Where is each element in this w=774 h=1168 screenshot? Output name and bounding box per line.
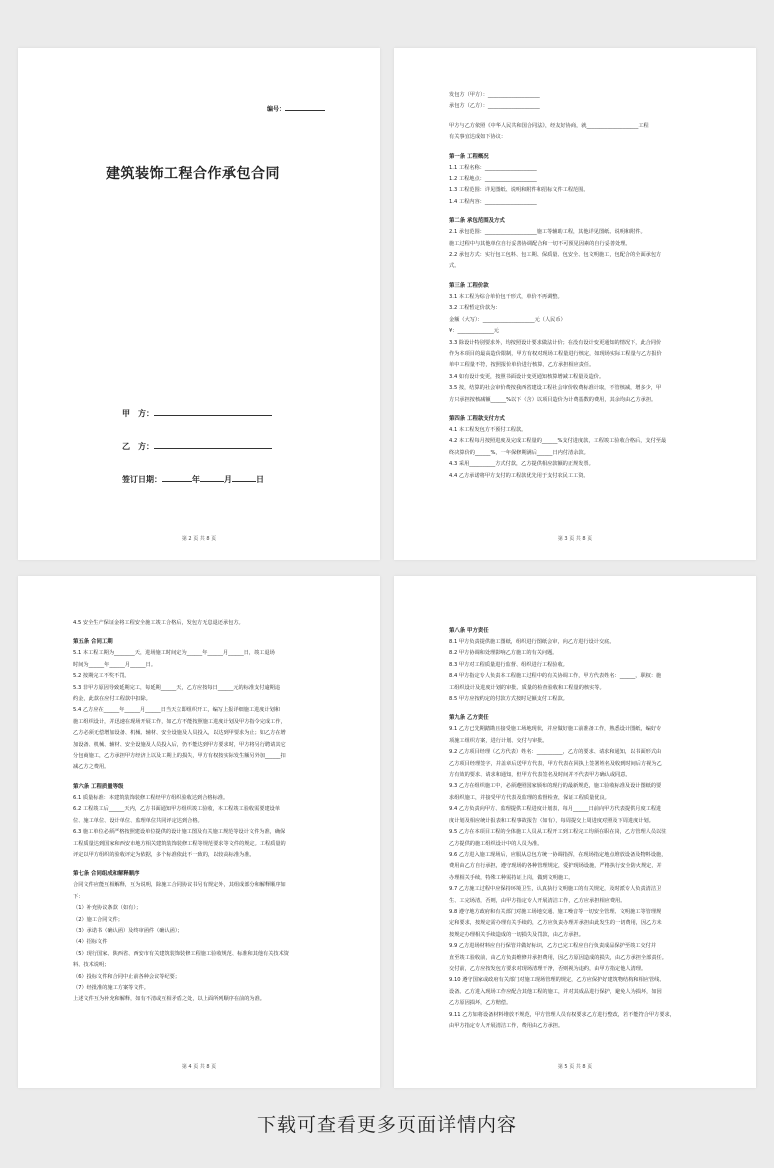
text-line: 定和要求，按规定需办理有关手续的，乙方应负责办理并承担由此发生的一切费用，因乙方未 bbox=[449, 920, 662, 927]
text-line: 费用由乙方自行承担，遵守现场的各种管理规定，爱护现场设施，严格执行安全防火规定，并 bbox=[449, 863, 662, 870]
text-line: 1.2 工程地点：____________________ bbox=[449, 176, 537, 183]
text-line: 方只承担按核减额______%以下（含）以项目造价为计费基数的费用，其余均由乙方承担。 bbox=[449, 396, 657, 403]
text-line: 约金，此款在应付工程款中扣除。 bbox=[73, 696, 151, 703]
section-heading: 第六条 工程质量等级 bbox=[73, 783, 124, 790]
text-line: （5）现行国家、陕西省、西安市有关建筑装饰装修工程施工验收规范、标准和其他有关技术资 bbox=[73, 950, 289, 957]
text-line: 4.2 本工程每月按照进度及完成工程量的______%支付进度款，工程竣工验收合格后，支付至最 bbox=[449, 438, 667, 445]
text-line: 9.2 乙方项目经理（乙方代表）姓名：__________，乙方的要求、请求和通知，以书面形式由 bbox=[449, 749, 662, 756]
contract-page-4 bbox=[18, 576, 380, 1088]
text-line: 下： bbox=[73, 893, 84, 900]
text-line: 9.3 乙方在组织施工中，必须遵照国家颁布的现行的最新规范，施工验收标准及设计图纸的要 bbox=[449, 783, 662, 790]
text-line: 由甲方指定专人开展清洁工作，费用由乙方承担。 bbox=[449, 1023, 564, 1029]
text-line: 工组织设计及进度计划的审批、质量的检查验收和工程量的核实等。 bbox=[449, 684, 605, 691]
section-heading: 第九条 乙方责任 bbox=[449, 715, 489, 722]
text-line: 上述文件互为补充和解释，如有不清或互相矛盾之处，以上面所列顺序在前的为准。 bbox=[73, 996, 265, 1003]
section-heading: 第五条 合同工期 bbox=[73, 639, 113, 646]
text-line: 1.1 工程名称：____________________ bbox=[449, 164, 537, 171]
text-line: 办理相关手续，特殊工种需持证上岗，做到文明施工。 bbox=[449, 874, 574, 881]
text-line: 9.1 乙方已先期踏勘且接受施工场地现状，并应做好施工前准备工作，熟悉设计图纸，编好专 bbox=[449, 726, 662, 733]
text-line: 8.1 甲方负责提供施工图纸，组织进行图纸会审，向乙方进行设计交底。 bbox=[449, 639, 615, 645]
text-line: 料、技术说明； bbox=[73, 962, 110, 969]
contract-title: 建筑装饰工程合作承包合同 bbox=[106, 166, 280, 182]
sign-date: 签订日期： 年 月 日 bbox=[122, 475, 264, 484]
party-b-signature: 乙 方： bbox=[122, 441, 272, 452]
text-line: 8.5 甲方应按约定的付款方式按时足额支付工程款。 bbox=[449, 696, 568, 703]
text-line: 合同文件应能互相解释，互为说明，除施工合同协议书另有规定外，其组成部分和解释顺序如 bbox=[73, 882, 286, 889]
party-a-signature: 甲 方： bbox=[122, 408, 272, 419]
text-line: （1）补充协议条款（如有）； bbox=[73, 905, 142, 912]
text-line: 6.1 质量标准：本建筑装饰装修工程经甲方组织验收达到合格标准。 bbox=[73, 794, 229, 801]
text-line: 单中工程量不符，按照报价单价进行核算，乙方承担相应责任。 bbox=[449, 362, 595, 369]
text-line: 8.3 甲方对工程质量进行监督、组织进行工程验收。 bbox=[449, 661, 568, 668]
text-line: 承包方（乙方）：____________________ bbox=[449, 103, 540, 110]
text-line: 4.1 本工程发包方不预付工程款。 bbox=[449, 426, 527, 433]
text-line: 设备。乙方进入现场工作应配合其他工程的施工，并对其成品进行保护，避免人为损坏，如因 bbox=[449, 988, 662, 995]
contract-page-3 bbox=[394, 48, 756, 560]
page4-body bbox=[73, 618, 325, 1006]
text-line bbox=[449, 113, 701, 121]
text-line: 1.4 工程内容：____________________ bbox=[449, 198, 537, 205]
text-line: 甲方与乙方依照《中华人民共和国合同法》，经友好协商，就____________________工程 bbox=[449, 122, 649, 129]
text-line: 4.4 乙方承诺将甲方支付的工程款优先用于支付农民工工资。 bbox=[449, 472, 589, 479]
text-line: 减乙方之费用。 bbox=[73, 764, 110, 771]
text-line: 4.3 采用__________方式付款，乙方提供相应款额的正规发票。 bbox=[449, 461, 594, 468]
text-line: 8.2 甲方协调和处理影响乙方施工的有关问题。 bbox=[449, 650, 558, 657]
text-line: 9.4 乙方负责向甲方、监理提供工程进度计划表，每月______日前向甲方代表提供月度工程进 bbox=[449, 806, 662, 813]
text-line: 3.1 本工程为综合单价包干形式，单价不再调整。 bbox=[449, 293, 563, 300]
text-line: 度计划及相应统计报表和工程事故报告（如有），每周提交上周进度对照及下周进度计划。 bbox=[449, 817, 654, 824]
text-line: 乙方项目经理签字，并盖章后送甲方代表，甲方代表在回执上签署姓名及收到时间后方视为乙 bbox=[449, 760, 662, 767]
text-line: 3.4 如有设计变更，按照书面设计变更通知核算增减工程量及造价。 bbox=[449, 373, 605, 380]
text-line: 5.1 本工程工期为________天，进场施工时间定为______年______月______日，竣工退场 bbox=[73, 650, 275, 657]
text-line: 发包方（甲方）：____________________ bbox=[449, 92, 540, 98]
page-footer: 第 2 页 共 8 页 bbox=[181, 536, 217, 542]
text-line: 金额（大写）：____________________元（人民币） bbox=[449, 316, 566, 323]
text-line: 按规定办理相关手续造成的一切损失及罚款，由乙方承担。 bbox=[449, 931, 584, 938]
text-line: （4）招标文件 bbox=[73, 939, 108, 946]
text-line: 4.5 安全生产保证金将工程安全施工竣工合格后，发包方无息退还承包方。 bbox=[73, 620, 244, 626]
text-line: 方有效的要求、请求和通知，但甲方代表签名及时间并不代表甲方确认或同意。 bbox=[449, 772, 631, 779]
text-line: 乙方必须无偿增加设备、机械、辅材、安全设施及人员投入，以达到甲要求为止；如乙方在增 bbox=[73, 730, 286, 737]
text-line: 施工组织设计，并迅速在现场开展工作，如乙方不能按照施工进度计划及甲方指令完成工作， bbox=[73, 718, 286, 725]
text-line: （6）投标文件和合同中止前各种会议等纪要； bbox=[73, 973, 181, 980]
section-heading: 第三条 工程价款 bbox=[449, 282, 489, 289]
page5-body bbox=[449, 618, 701, 1032]
text-line: 2.1 承包范围：____________________施工等辅助工程，其他详见图纸、说明和附件。 bbox=[449, 229, 646, 236]
section-heading: 第八条 甲方责任 bbox=[449, 628, 489, 634]
text-line: （3）承诺书（确认函）及终审函件（确认函）； bbox=[73, 927, 183, 934]
text-line: 分包商施工，乙方承担甲方经济上以及工期上的损失，甲方有权按实际发生额另外加______扣 bbox=[73, 753, 286, 760]
text-line: 5.2 按期完工不奖不罚。 bbox=[73, 673, 130, 680]
text-line: 终决算价的______%，一年保修期满后______日内付清余款。 bbox=[449, 449, 589, 456]
text-line: 评定以甲方组织的验收评定为依据，多个标准依此不一致的，以较高标准为准。 bbox=[73, 851, 255, 858]
text-line: 8.4 甲方指定专人负责本工程施工过程中的有关协调工作，甲方代表姓名：______，职权：施 bbox=[449, 673, 662, 680]
text-line: 式。 bbox=[449, 263, 460, 270]
text-line: 直至竣工验收前，由乙方负责维修并承担费用，因乙方原因造成的损失，由乙方承担全部责任。 bbox=[449, 954, 667, 961]
text-line: 9.6 乙方进入施工现场后，应服从总包方统一协调指挥，在现场指定地点堆放设备及物料设施， bbox=[449, 851, 667, 858]
text-line: 6.3 施工单位必须严格按照建设单位提供的设计施工图及有关施工规范等设计文件为准，确保 bbox=[73, 829, 286, 836]
text-line: 有关事宜达成如下协议： bbox=[449, 134, 507, 141]
text-line: 9.10 遵守国家或政府有关部门对施工现场管理的规定，乙方应保护好建筑物结构和相应管线、 bbox=[449, 977, 665, 984]
page-footer: 第 3 页 共 8 页 bbox=[557, 536, 593, 542]
text-line: （2）施工合同文件； bbox=[73, 916, 123, 923]
text-line: 2.2 承包方式：实行包工包料、包工期、保质量、包安全、包文明施工，包配合的全面承包方 bbox=[449, 252, 662, 259]
text-line: 9.9 乙方进场材料应自行保管并做好标识，乙方已完工程应自行负责成品保护至竣工交付并 bbox=[449, 943, 657, 950]
text-line: 5.3 非甲方原因导致延期完工，每延期______天，乙方应按每日______元的标准支付逾期违 bbox=[73, 684, 281, 691]
download-caption: 下载可查看更多页面详情内容 bbox=[256, 1114, 517, 1136]
text-line: 乙方原因损坏，乙方赔偿。 bbox=[449, 1000, 512, 1007]
section-heading: 第四条 工程款支付方式 bbox=[449, 415, 505, 422]
page3-body bbox=[449, 90, 701, 482]
text-line: 项施工组织方案，进行计划、交付与审批。 bbox=[449, 737, 548, 744]
text-line: 9.8 遵守地方政府和有关部门对施工场地交通、施工噪音等一切安全管理、文明施工等管理规 bbox=[449, 908, 662, 915]
text-line: 5.4 乙方应在______年______月______日当天立即组织开工，编写上报详细施工进度计划和 bbox=[73, 707, 281, 714]
cover-page bbox=[18, 48, 380, 560]
text-line: 1.3 工程范围：详见图纸、说明和附件和招标文件工程范围。 bbox=[449, 187, 589, 194]
section-heading: 第一条 工程概况 bbox=[449, 153, 489, 160]
text-line: 3.2 工程暂定价款为： bbox=[449, 305, 501, 312]
text-line: 3.3 除设计特别要求外，均按照设计要求做法计价；在没有设计变更通知的情况下，此合同价 bbox=[449, 339, 662, 346]
text-line: 施工过程中与其他单位自行妥善协调配合和一切不可预见因素的自行妥善处理。 bbox=[449, 240, 631, 247]
section-heading: 第二条 承包范围及方式 bbox=[449, 218, 505, 225]
text-line: 加设备、机械、辅材、安全设施及人员投入后，仍不能达到甲方要求时，甲方将另行聘请其它 bbox=[73, 741, 286, 748]
text-line: 生、工完场清，否则，由甲方指定专人开展清洁工作，乙方应承担相应费用。 bbox=[449, 897, 626, 904]
contract-page-5 bbox=[394, 576, 756, 1088]
text-line: 9.11 乙方如将设备材料堆放不规范，甲方管理人员有权要求乙方进行整改，若不能符合甲方要求， bbox=[449, 1011, 675, 1018]
text-line: 乙方提供的施工组织设计中的人员为准。 bbox=[449, 840, 543, 847]
text-line: 时间为______年______月______日。 bbox=[73, 661, 157, 668]
contract-number: 编号： bbox=[267, 104, 325, 113]
text-line: 交付前，乙方应按发包方要求对现场清理干净，否则视为违约，由甲方指定他人清理。 bbox=[449, 965, 647, 972]
text-line: 9.7 乙方施工过程中应保持环境卫生，认真执行文明施工的有关规定，及时派专人负责清洁卫 bbox=[449, 886, 662, 893]
text-line: 9.5 乙方在本项目工程的全体施工人员从工程开工到工程完工均须在职在岗，乙方管理人员以驻 bbox=[449, 829, 667, 836]
page-footer: 第 5 页 共 8 页 bbox=[557, 1064, 593, 1070]
text-line: 作为本项目的最高造价限制，甲方有权对现场工程量进行核定，如现场实际工程量与乙方报价 bbox=[449, 350, 662, 357]
text-line: 3.5 按，结算的社会审价费按我西省建设工程社会审价收费标准计取，不管核减，增多少，甲 bbox=[449, 385, 662, 392]
text-line: 工程质量达到国家和西安市地方相关建筑装饰装修工程等规范要求等文件的规定。工程质量的 bbox=[73, 840, 286, 847]
section-heading: 第七条 合同组成和解释顺序 bbox=[73, 871, 140, 878]
text-line: 求组织施工，并接受甲方代表及监理的监督检查，保证工程质量优良。 bbox=[449, 794, 610, 801]
text-line: （7）经批准的施工方案等文件。 bbox=[73, 984, 149, 991]
text-line: ¥：______________元 bbox=[449, 328, 499, 335]
page-footer: 第 4 页 共 8 页 bbox=[181, 1064, 217, 1070]
text-line: 6.2 工程竣工后______天内，乙方书面通知甲方组织竣工验收，本工程竣工验收需要建设单 bbox=[73, 806, 281, 813]
text-line: 位、施工单位、设计单位、监理单位共同评定达到合格。 bbox=[73, 817, 203, 824]
